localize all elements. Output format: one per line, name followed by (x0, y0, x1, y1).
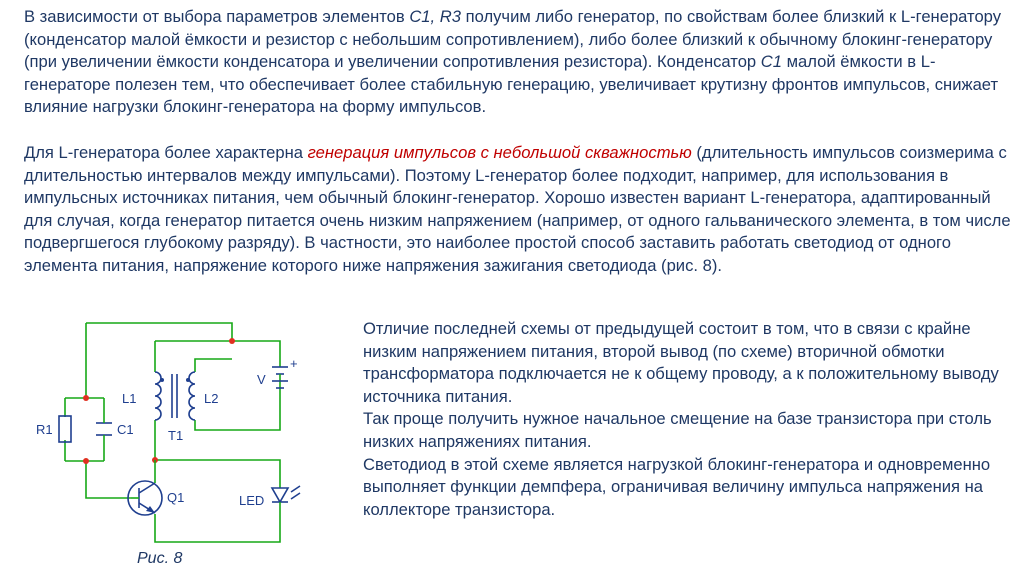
label-l2: L2 (204, 391, 219, 406)
resistor-r1-symbol (59, 416, 71, 442)
p1-c1-italic: C1 (760, 52, 782, 72)
circuit-diagram (28, 312, 352, 546)
label-q1: Q1 (167, 490, 185, 505)
wire-top-loop (86, 323, 232, 341)
paragraph-2 (24, 142, 1014, 278)
paragraph-1 (24, 6, 1014, 119)
wire-collector (155, 460, 280, 488)
p2-text-1: Для L-генератора более характерна (24, 143, 308, 162)
p2-text-2: (длительность импульсов соизмерима с длительностью интервалов между импульсами). Поэтому L-генератор более подходит, например, для использования в импульсных источниках питания, чем обычный блокинг-генератор. Хорошо известен вариант L-генератора, адаптированный для случая, когда генератор питается очень низким напряжением (например, от одного гальванического элемента, в том числе подвергшегося глубокому разряду). В частности, это наиболее простой способ заставить работать светодиод от одного элемента питания, напряжение которого ниже напряжения зажигания светодиода (рис. 8). (24, 143, 1011, 275)
right-paragraph-1: Отличие последней схемы от предыдущей состоит в том, что в связи с крайне низким напряжением питания, второй вывод (по схеме) вторичной обмотки трансформатора подключается не к общему проводу, а к положительному выводу источника питания. (363, 319, 999, 406)
p1-text-2: получим либо генератор, по свойствам более близкий к L-генератору (конденсатор малой ёмкости и резистор с небольшим сопротивлением), либо более близкий к обычному блокинг-генератору (при увеличении ёмкости конденсатора и увеличении сопротивления резистора). Конденсатор (24, 7, 1002, 72)
coil-l2-symbol (189, 372, 195, 420)
coil-l1-symbol (155, 372, 161, 420)
p1-text-3: малой ёмкости в L-генераторе полезен тем, что обеспечивает более стабильную генерацию, увеличивает крутизну фронтов импульсов, снижает влияние нагрузки блокинг-генератора на форму импульсов. (24, 52, 999, 117)
led-light-arrow (291, 486, 300, 492)
junction-dot (83, 458, 89, 464)
label-l1: L1 (122, 391, 137, 406)
junction-dot (229, 338, 235, 344)
junction-dot (83, 395, 89, 401)
label-c1: C1 (117, 422, 134, 437)
right-paragraph-3: Светодиод в этой схеме является нагрузкой блокинг-генератора и одновременно выполняет функции демпфера, ограничивая величину импульса напряжения на коллекторе транзистора. (363, 454, 991, 519)
figure-caption: Рис. 8 (137, 550, 183, 567)
polarity-dot (160, 378, 164, 382)
emitter-arrow (146, 506, 155, 513)
label-v: V (257, 372, 266, 387)
wire-l2-a (195, 359, 232, 372)
label-led: LED (239, 493, 265, 508)
p1-elements-italic: C1, R3 (409, 7, 461, 26)
label-plus: + (290, 356, 298, 371)
led-light-arrow (291, 493, 300, 499)
wire-bottom (155, 514, 280, 542)
label-t1: T1 (168, 428, 184, 443)
p2-highlight: генерация импульсов с небольшой скважностью (307, 143, 692, 162)
right-paragraph-2: Так проще получить нужное начальное смещение на базе транзистора при столь низких напряжениях питания. (363, 409, 992, 451)
p1-text-1: В зависимости от выбора параметров элементов (24, 7, 410, 26)
polarity-dot (186, 378, 190, 382)
circuit-figure (28, 312, 352, 546)
right-column-text (363, 318, 1013, 521)
led-symbol (272, 488, 288, 502)
wire-v-top (232, 341, 280, 367)
transistor-collector (139, 483, 155, 493)
wire-to-base (86, 461, 131, 498)
label-r1: R1 (36, 422, 53, 437)
